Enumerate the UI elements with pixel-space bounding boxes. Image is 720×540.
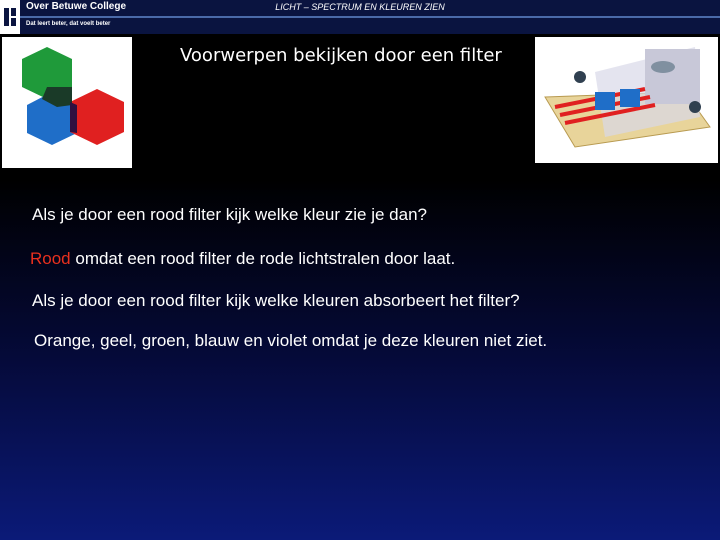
answer-1	[30, 249, 455, 269]
answer-1-rest: omdat een rood filter de rode lichtstralen door laat.	[70, 249, 456, 268]
question-1: Als je door een rood filter kijk welke kleur zie je dan?	[32, 205, 427, 224]
subject-title: LICHT – SPECTRUM EN KLEUREN ZIEN	[275, 2, 445, 12]
header-divider	[20, 16, 720, 18]
apparatus-graphic	[535, 37, 718, 163]
lamp-icon	[574, 71, 586, 83]
overlap-dark-2	[70, 102, 77, 133]
answer-1-highlight: Rood	[30, 249, 71, 268]
color-hexagons-illustration	[2, 37, 132, 168]
tagline: Dat leert beter, dat voelt beter	[26, 21, 111, 27]
lamp-icon-2	[689, 101, 701, 113]
red-hexagon	[70, 89, 124, 145]
hexagons-graphic	[2, 37, 132, 168]
answer-2: Orange, geel, groen, blauw en violet omdat je deze kleuren niet ziet.	[34, 331, 548, 350]
header-bar	[0, 0, 720, 34]
light-filter-apparatus-illustration	[535, 37, 718, 163]
slide-title: Voorwerpen bekijken door een filter	[180, 45, 502, 66]
question-2: Als je door een rood filter kijk welke kleuren absorbeert het filter?	[32, 291, 520, 310]
college-name: Over Betuwe College	[26, 1, 127, 12]
